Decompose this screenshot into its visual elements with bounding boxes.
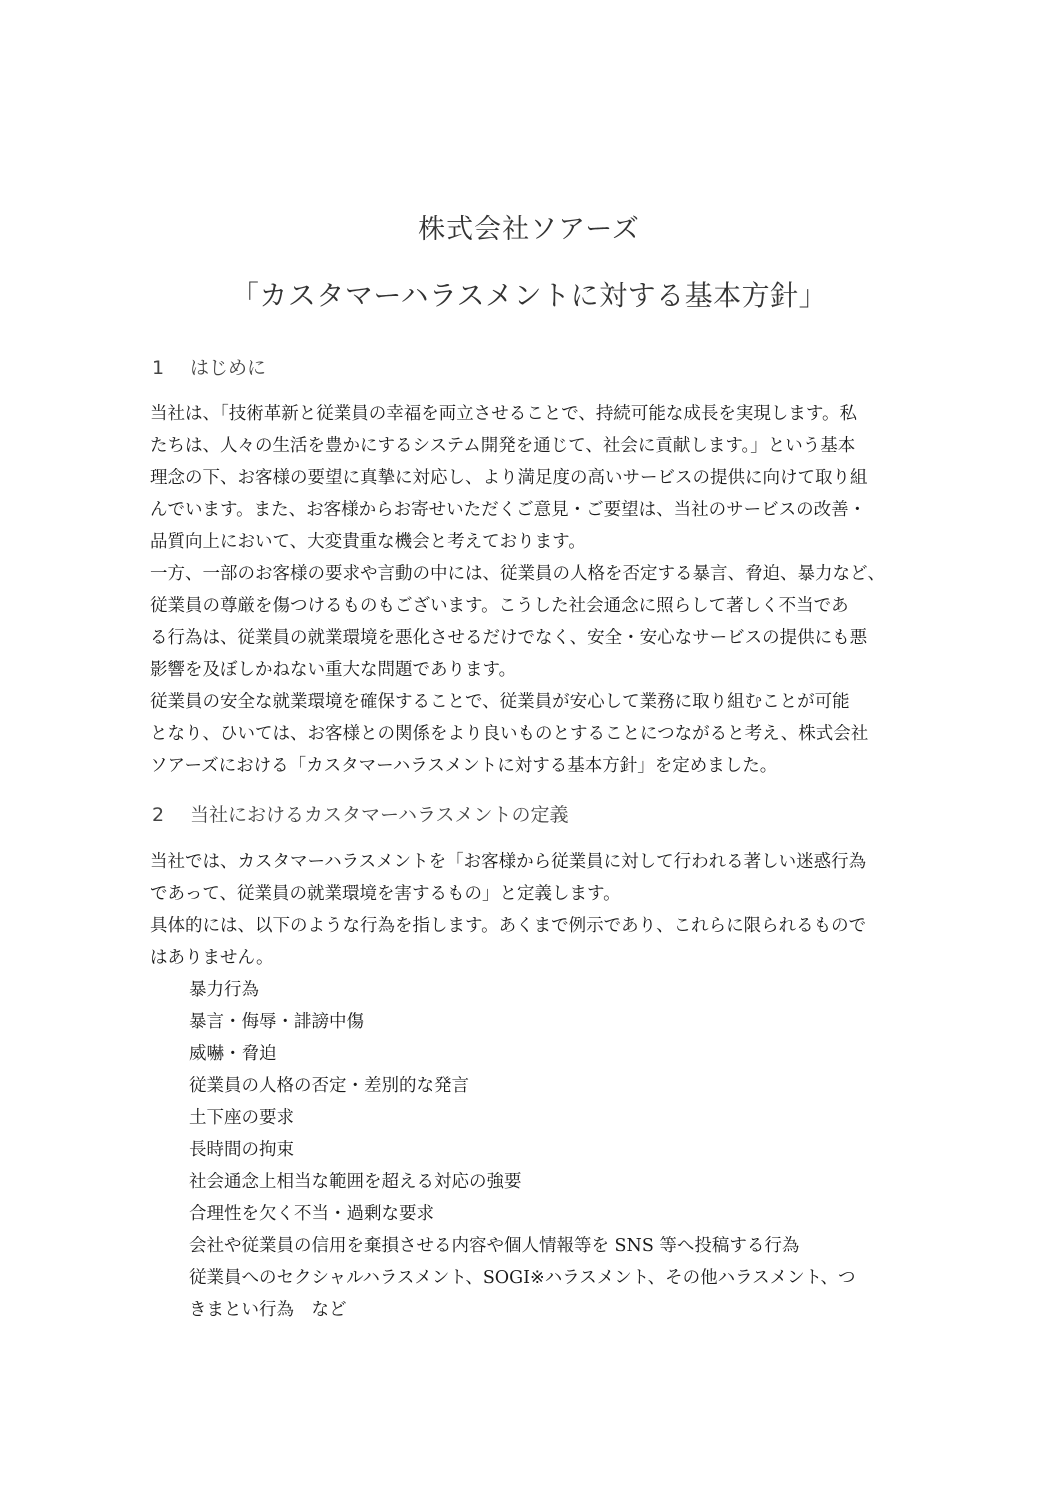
section-1-paragraph (150, 398, 920, 782)
list-item: 合理性を欠く不当・過剰な要求 (189, 1204, 434, 1224)
paragraph-line: であって、従業員の就業環境を害するもの」と定義します。 (150, 884, 621, 904)
paragraph-line: 従業員の安全な就業環境を確保することで、従業員が安心して業務に取り組むことが可能 (150, 692, 850, 712)
paragraph-line: はありません。 (150, 948, 274, 968)
list-item: 暴力行為 (189, 980, 259, 1000)
section-title: はじめに (190, 357, 267, 379)
paragraph-line: 当社では、カスタマーハラスメントを「お客様から従業員に対して行われる著しい迷惑行為 (150, 852, 867, 872)
list-item: 従業員の人格の否定・差別的な発言 (189, 1076, 469, 1096)
paragraph-line: たちは、人々の生活を豊かにするシステム開発を通じて、社会に貢献します。」という基本 (150, 436, 856, 456)
paragraph-line: 具体的には、以下のような行為を指します。あくまで例示であり、これらに限られるもので (150, 916, 867, 936)
paragraph-line: 当社は、「技術革新と従業員の幸福を両立させることで、持続可能な成長を実現します。私 (150, 404, 857, 424)
paragraph-line: 品質向上において、大変貴重な機会と考えております。 (150, 532, 586, 552)
paragraph-line: となり、ひいては、お客様との関係をより良いものとすることにつながると考え、株式会社 (150, 724, 869, 744)
harassment-examples-list (189, 974, 929, 1326)
policy-title: 「カスタマーハラスメントに対する基本方針」 (230, 279, 828, 312)
list-item: 従業員へのセクシャルハラスメント、SOGI※ハラスメント、その他ハラスメント、つ (189, 1268, 856, 1288)
list-item: 社会通念上相当な範囲を超える対応の強要 (189, 1172, 522, 1192)
paragraph-line: 理念の下、お客様の要望に真摯に対応し、より満足度の高いサービスの提供に向けて取り組 (150, 468, 868, 488)
paragraph-line: 影響を及ぼしかねない重大な問題であります。 (150, 660, 517, 680)
section-number: 1 (152, 357, 165, 379)
company-title: 株式会社ソアーズ (418, 214, 640, 245)
section-2-heading (152, 800, 568, 830)
list-item: 長時間の拘束 (189, 1140, 294, 1160)
paragraph-line: 一方、一部のお客様の要求や言動の中には、従業員の人格を否定する暴言、脅迫、暴力など、 (150, 564, 885, 584)
paragraph-line: る行為は、従業員の就業環境を悪化させるだけでなく、安全・安心なサービスの提供にも悪 (150, 628, 868, 648)
list-item-continuation: きまとい行為 など (189, 1300, 347, 1320)
list-item: 会社や従業員の信用を棄損させる内容や個人情報等を SNS 等へ投稿する行為 (189, 1236, 800, 1256)
paragraph-line: 従業員の尊厳を傷つけるものもございます。こうした社会通念に照らして著しく不当であ (150, 596, 849, 616)
section-number: 2 (152, 804, 165, 826)
section-title: 当社におけるカスタマーハラスメントの定義 (190, 804, 569, 826)
section-2-paragraph (150, 846, 920, 974)
list-item: 威嚇・脅迫 (189, 1044, 277, 1064)
section-1-heading (152, 353, 266, 383)
paragraph-line: んでいます。また、お客様からお寄せいただくご意見・ご要望は、当社のサービスの改善・ (150, 500, 867, 520)
list-item: 土下座の要求 (189, 1108, 294, 1128)
list-item: 暴言・侮辱・誹謗中傷 (189, 1012, 364, 1032)
paragraph-line: ソアーズにおける「カスタマーハラスメントに対する基本方針」を定めました。 (150, 756, 778, 776)
